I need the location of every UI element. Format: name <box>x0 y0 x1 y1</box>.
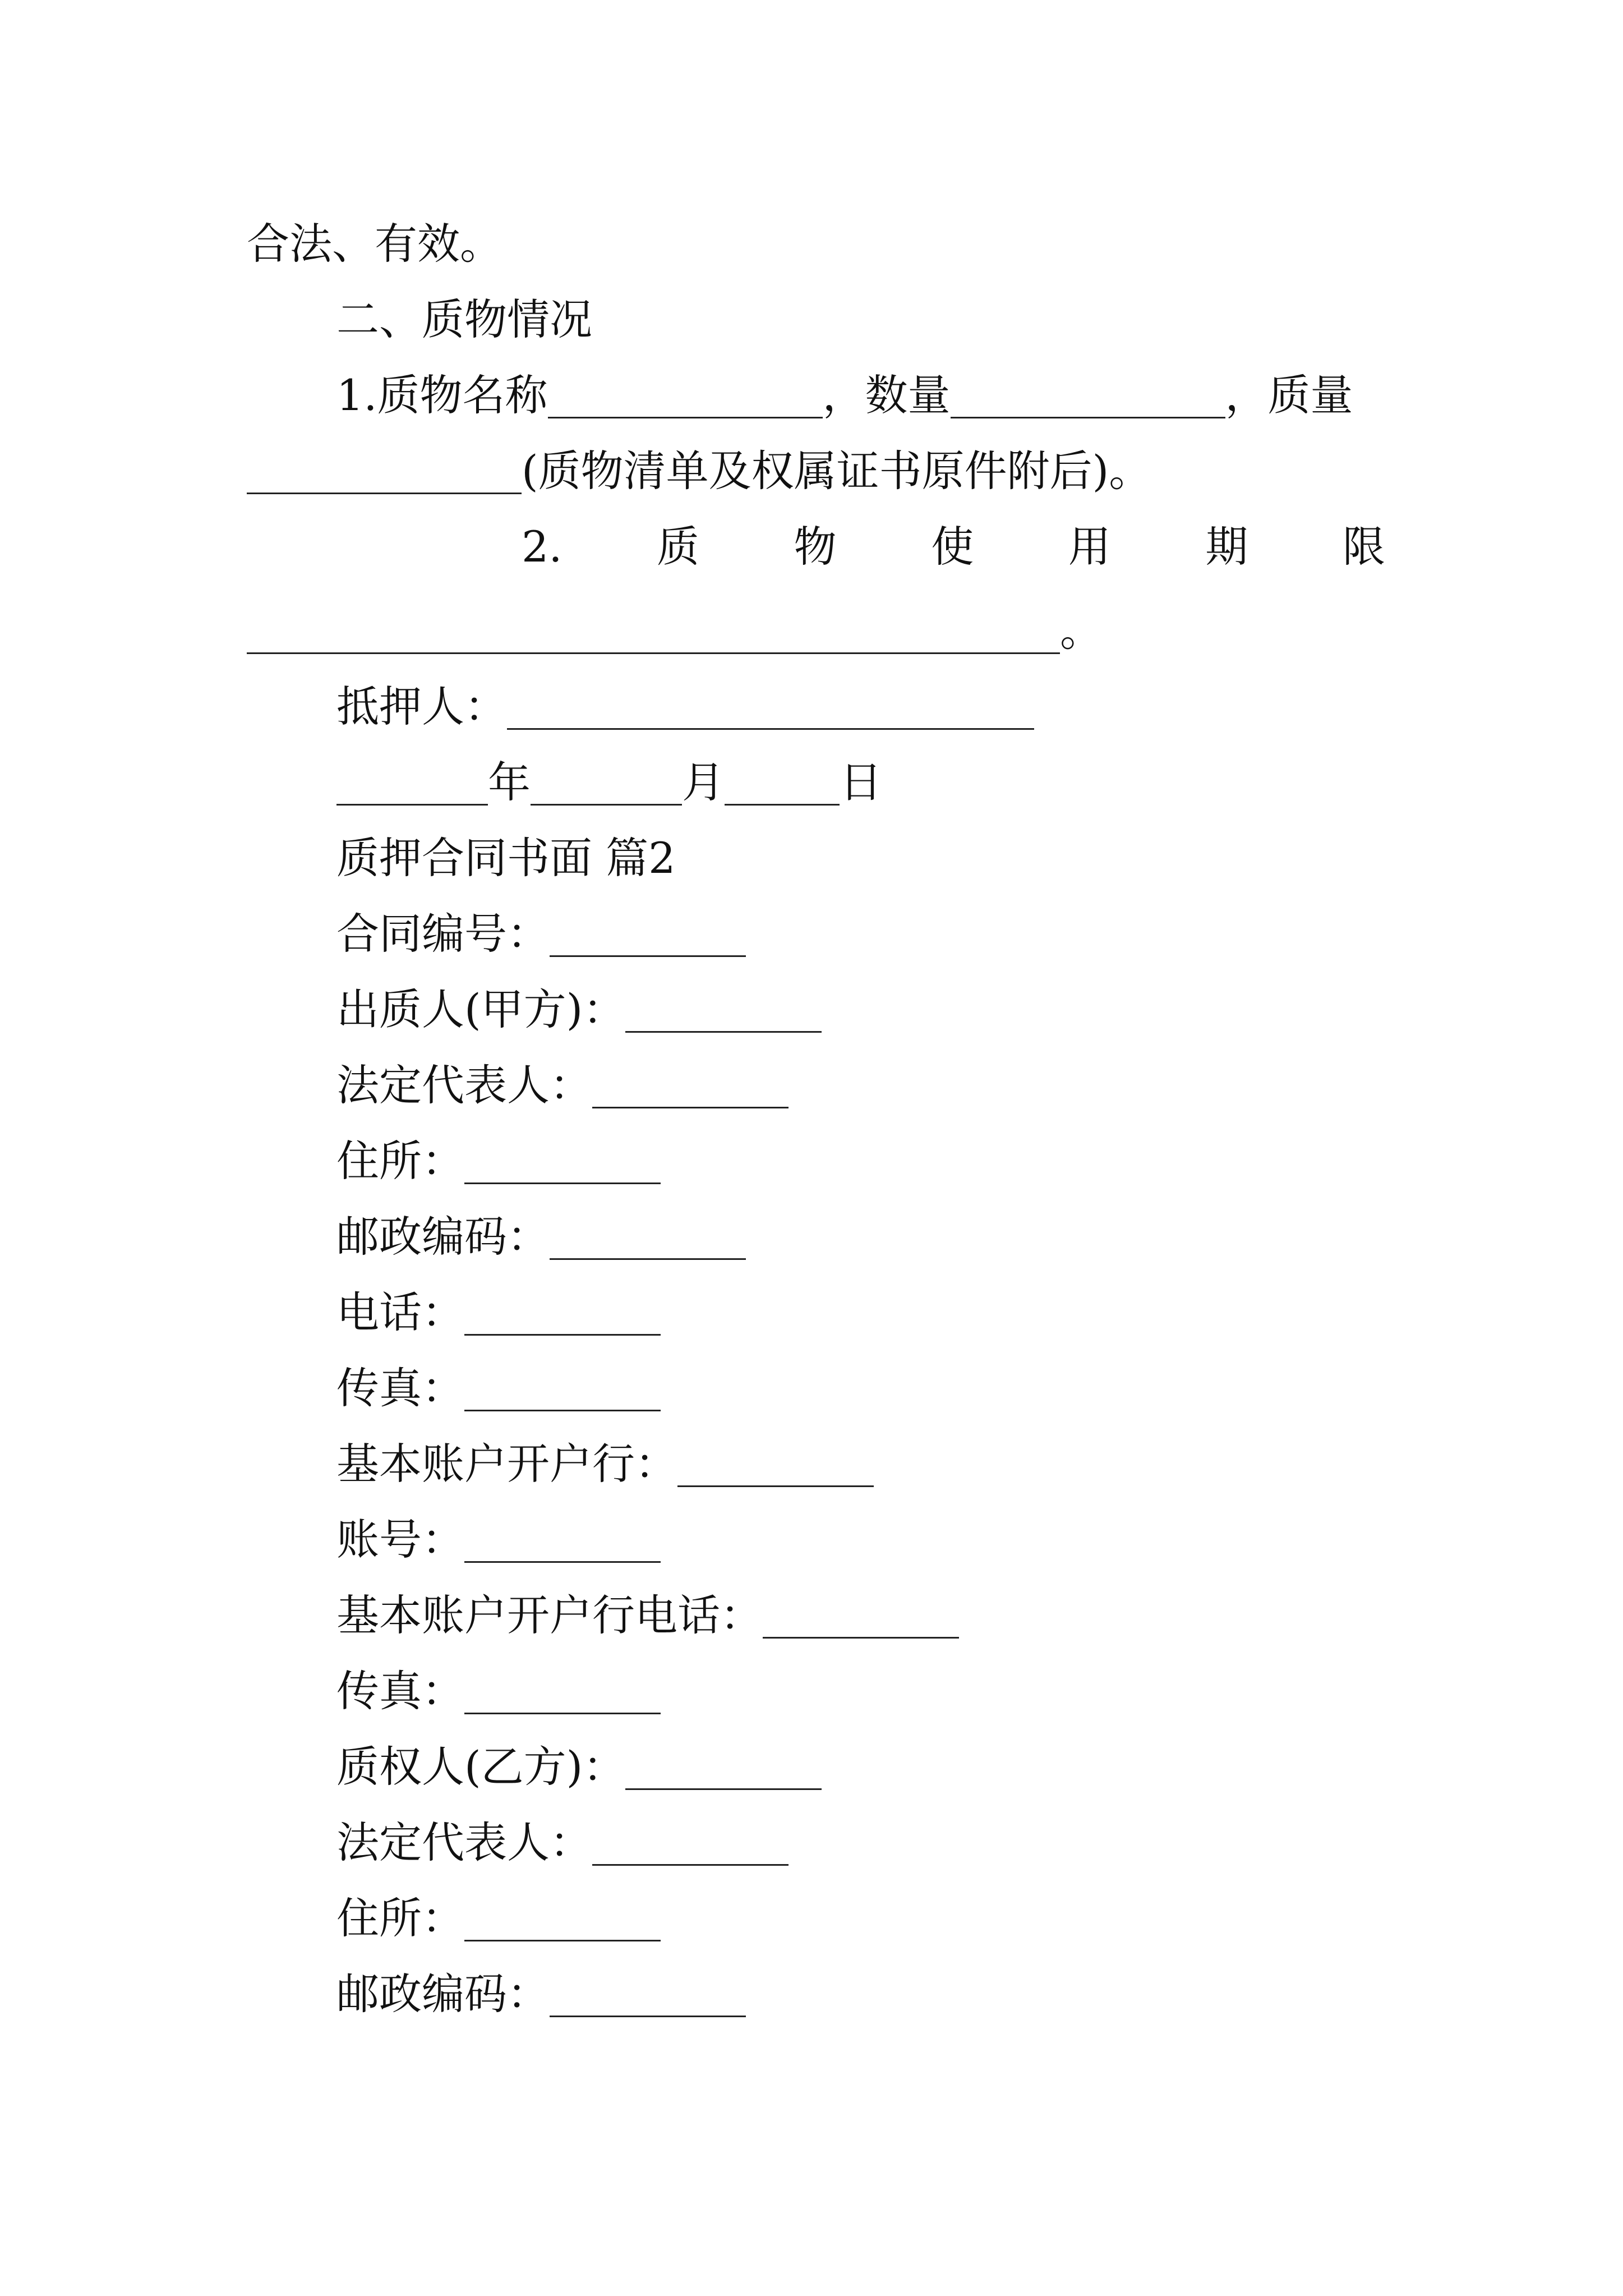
fax-a-blank[interactable] <box>464 1376 661 1411</box>
document-title: 质押合同书面 篇2 <box>336 833 676 883</box>
bank-phone-a-blank[interactable] <box>763 1603 959 1639</box>
legal-rep-b-line: 法定代表人： <box>336 1815 789 1871</box>
item-name-blank[interactable] <box>548 383 823 418</box>
fax-a2-line: 传真： <box>336 1663 661 1719</box>
postcode-b-blank[interactable] <box>550 1982 746 2017</box>
mortgagor-line: 抵押人： <box>336 679 1034 735</box>
fax-a-line: 传真： <box>336 1360 661 1416</box>
usage-period-blank-line: 。 <box>247 603 1103 659</box>
legal-rep-b-blank[interactable] <box>592 1830 789 1866</box>
postcode-a-line: 邮政编码： <box>336 1209 746 1265</box>
bank-a-blank[interactable] <box>677 1452 874 1487</box>
address-a-line: 住所： <box>336 1133 661 1189</box>
address-b-blank[interactable] <box>464 1906 661 1941</box>
pledgor-blank[interactable] <box>625 997 822 1033</box>
fax-a2-blank[interactable] <box>464 1679 661 1714</box>
pledgee-line: 质权人(乙方)： <box>336 1739 822 1795</box>
postcode-a-blank[interactable] <box>550 1225 746 1260</box>
postcode-b-line: 邮政编码： <box>336 1966 746 2022</box>
mortgagor-blank[interactable] <box>507 694 1034 730</box>
paragraph-continuation: 合法、有效。 <box>247 219 502 269</box>
phone-a-line: 电话： <box>336 1285 661 1341</box>
pledge-item-line: 1.质物名称 ，数量 ，质量 <box>336 370 1353 420</box>
usage-period-line: 2. 质 物 使 用 期 限 <box>522 522 1385 572</box>
account-a-line: 账号： <box>336 1512 661 1568</box>
year-blank[interactable] <box>336 770 488 806</box>
legal-rep-a-line: 法定代表人： <box>336 1057 789 1114</box>
day-blank[interactable] <box>725 770 840 806</box>
pledge-item-line-continued: (质物清单及权属证书原件附后)。 <box>247 443 1151 499</box>
date-line: 年 月 日 <box>336 754 882 811</box>
phone-a-blank[interactable] <box>464 1300 661 1336</box>
address-b-line: 住所： <box>336 1890 661 1947</box>
month-blank[interactable] <box>531 770 682 806</box>
pledgor-line: 出质人(甲方)： <box>336 982 822 1038</box>
quantity-blank[interactable] <box>951 383 1225 418</box>
contract-number-blank[interactable] <box>550 922 746 957</box>
pledgee-blank[interactable] <box>625 1755 822 1790</box>
usage-period-blank[interactable] <box>247 619 1060 654</box>
contract-number-line: 合同编号： <box>336 906 746 962</box>
section-heading: 二、质物情况 <box>336 295 592 344</box>
address-a-blank[interactable] <box>464 1149 661 1184</box>
account-a-blank[interactable] <box>464 1527 661 1563</box>
bank-phone-a-line: 基本账户开户行电话： <box>336 1588 959 1644</box>
legal-rep-a-blank[interactable] <box>592 1073 789 1108</box>
quality-blank[interactable] <box>247 459 522 494</box>
bank-a-line: 基本账户开户行： <box>336 1436 874 1492</box>
